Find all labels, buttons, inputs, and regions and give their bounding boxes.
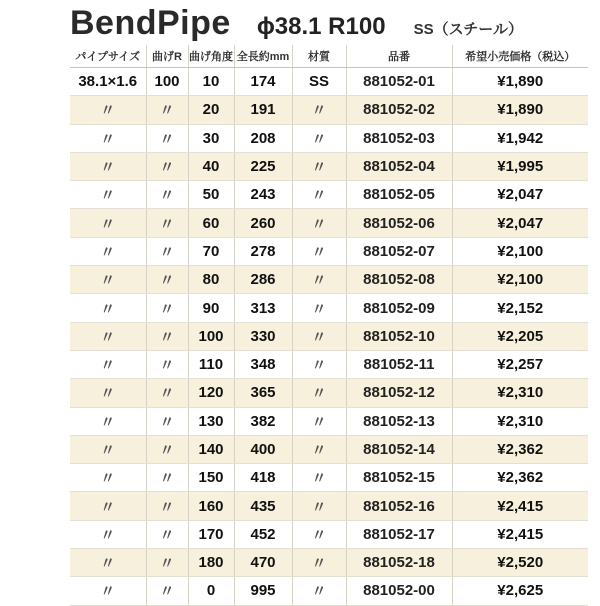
cell-total-length: 348 bbox=[234, 350, 292, 378]
cell-material: SS bbox=[292, 68, 346, 96]
cell-total-length: 452 bbox=[234, 520, 292, 548]
table-row bbox=[70, 181, 588, 209]
cell-price: ¥2,415 bbox=[452, 492, 588, 520]
cell-total-length: 260 bbox=[234, 209, 292, 237]
cell-bend-radius: 〃 bbox=[146, 435, 188, 463]
cell-part-number: 881052-16 bbox=[346, 492, 452, 520]
table-row bbox=[70, 237, 588, 265]
cell-price: ¥2,362 bbox=[452, 435, 588, 463]
cell-bend-angle: 10 bbox=[188, 68, 234, 96]
cell-price: ¥2,520 bbox=[452, 549, 588, 577]
cell-bend-angle: 60 bbox=[188, 209, 234, 237]
cell-pipe-size: 〃 bbox=[70, 237, 146, 265]
cell-bend-radius: 〃 bbox=[146, 237, 188, 265]
cell-price: ¥1,942 bbox=[452, 124, 588, 152]
cell-part-number: 881052-07 bbox=[346, 237, 452, 265]
cell-material: 〃 bbox=[292, 322, 346, 350]
cell-total-length: 208 bbox=[234, 124, 292, 152]
table-row bbox=[70, 379, 588, 407]
table-row bbox=[70, 322, 588, 350]
cell-price: ¥2,205 bbox=[452, 322, 588, 350]
cell-total-length: 313 bbox=[234, 294, 292, 322]
col-header-price: 希望小売価格（税込） bbox=[452, 45, 588, 68]
table-row bbox=[70, 464, 588, 492]
cell-part-number: 881052-06 bbox=[346, 209, 452, 237]
cell-pipe-size: 〃 bbox=[70, 181, 146, 209]
table-row bbox=[70, 520, 588, 548]
cell-material: 〃 bbox=[292, 492, 346, 520]
cell-bend-radius: 〃 bbox=[146, 407, 188, 435]
product-header bbox=[70, 4, 590, 44]
cell-pipe-size: 〃 bbox=[70, 577, 146, 605]
cell-price: ¥2,625 bbox=[452, 577, 588, 605]
table-row bbox=[70, 294, 588, 322]
cell-part-number: 881052-14 bbox=[346, 435, 452, 463]
cell-bend-radius: 〃 bbox=[146, 492, 188, 520]
table-row bbox=[70, 549, 588, 577]
cell-bend-angle: 140 bbox=[188, 435, 234, 463]
cell-price: ¥1,995 bbox=[452, 152, 588, 180]
pipe-spec: ϕ38.1 R100 bbox=[256, 13, 386, 40]
cell-bend-angle: 50 bbox=[188, 181, 234, 209]
cell-total-length: 418 bbox=[234, 464, 292, 492]
table-row bbox=[70, 124, 588, 152]
cell-bend-angle: 170 bbox=[188, 520, 234, 548]
cell-price: ¥2,047 bbox=[452, 181, 588, 209]
cell-bend-radius: 〃 bbox=[146, 181, 188, 209]
cell-material: 〃 bbox=[292, 124, 346, 152]
col-header-pipe-size: パイプサイズ bbox=[70, 45, 146, 68]
cell-bend-radius: 〃 bbox=[146, 549, 188, 577]
brand-title: BendPipe bbox=[70, 4, 231, 42]
col-header-bend-radius: 曲げR bbox=[146, 45, 188, 68]
cell-price: ¥2,310 bbox=[452, 407, 588, 435]
cell-price: ¥2,310 bbox=[452, 379, 588, 407]
cell-total-length: 400 bbox=[234, 435, 292, 463]
cell-total-length: 286 bbox=[234, 266, 292, 294]
cell-total-length: 278 bbox=[234, 237, 292, 265]
cell-material: 〃 bbox=[292, 96, 346, 124]
cell-material: 〃 bbox=[292, 152, 346, 180]
cell-pipe-size: 〃 bbox=[70, 464, 146, 492]
cell-bend-angle: 120 bbox=[188, 379, 234, 407]
cell-part-number: 881052-13 bbox=[346, 407, 452, 435]
cell-part-number: 881052-09 bbox=[346, 294, 452, 322]
cell-part-number: 881052-08 bbox=[346, 266, 452, 294]
cell-price: ¥2,100 bbox=[452, 266, 588, 294]
cell-total-length: 995 bbox=[234, 577, 292, 605]
cell-bend-angle: 90 bbox=[188, 294, 234, 322]
cell-total-length: 330 bbox=[234, 322, 292, 350]
cell-bend-radius: 〃 bbox=[146, 96, 188, 124]
cell-price: ¥2,257 bbox=[452, 350, 588, 378]
cell-part-number: 881052-00 bbox=[346, 577, 452, 605]
cell-part-number: 881052-03 bbox=[346, 124, 452, 152]
cell-bend-radius: 〃 bbox=[146, 209, 188, 237]
cell-pipe-size: 〃 bbox=[70, 152, 146, 180]
cell-bend-angle: 70 bbox=[188, 237, 234, 265]
table-row bbox=[70, 152, 588, 180]
table-row bbox=[70, 350, 588, 378]
table-row bbox=[70, 492, 588, 520]
cell-price: ¥2,047 bbox=[452, 209, 588, 237]
cell-part-number: 881052-11 bbox=[346, 350, 452, 378]
cell-material: 〃 bbox=[292, 294, 346, 322]
cell-part-number: 881052-05 bbox=[346, 181, 452, 209]
cell-total-length: 243 bbox=[234, 181, 292, 209]
cell-material: 〃 bbox=[292, 577, 346, 605]
table-row bbox=[70, 577, 588, 605]
cell-total-length: 382 bbox=[234, 407, 292, 435]
cell-total-length: 470 bbox=[234, 549, 292, 577]
cell-bend-angle: 0 bbox=[188, 577, 234, 605]
cell-bend-radius: 〃 bbox=[146, 322, 188, 350]
cell-bend-radius: 〃 bbox=[146, 350, 188, 378]
cell-bend-radius: 〃 bbox=[146, 266, 188, 294]
cell-price: ¥1,890 bbox=[452, 96, 588, 124]
cell-pipe-size: 〃 bbox=[70, 124, 146, 152]
cell-total-length: 365 bbox=[234, 379, 292, 407]
cell-material: 〃 bbox=[292, 464, 346, 492]
cell-price: ¥1,890 bbox=[452, 68, 588, 96]
cell-bend-angle: 150 bbox=[188, 464, 234, 492]
table-row bbox=[70, 266, 588, 294]
cell-bend-radius: 〃 bbox=[146, 294, 188, 322]
cell-material: 〃 bbox=[292, 350, 346, 378]
cell-bend-radius: 〃 bbox=[146, 124, 188, 152]
table-row bbox=[70, 68, 588, 96]
cell-bend-radius: 〃 bbox=[146, 464, 188, 492]
table-row bbox=[70, 209, 588, 237]
col-header-bend-angle: 曲げ角度 bbox=[188, 45, 234, 68]
cell-bend-radius: 〃 bbox=[146, 577, 188, 605]
table-row bbox=[70, 407, 588, 435]
cell-bend-angle: 30 bbox=[188, 124, 234, 152]
cell-price: ¥2,152 bbox=[452, 294, 588, 322]
table-row bbox=[70, 96, 588, 124]
cell-bend-radius: 〃 bbox=[146, 379, 188, 407]
cell-pipe-size: 〃 bbox=[70, 549, 146, 577]
cell-price: ¥2,362 bbox=[452, 464, 588, 492]
cell-part-number: 881052-04 bbox=[346, 152, 452, 180]
cell-total-length: 174 bbox=[234, 68, 292, 96]
cell-bend-angle: 180 bbox=[188, 549, 234, 577]
cell-pipe-size: 〃 bbox=[70, 322, 146, 350]
cell-pipe-size: 〃 bbox=[70, 435, 146, 463]
table-header-row bbox=[70, 45, 588, 68]
col-header-material: 材質 bbox=[292, 45, 346, 68]
cell-part-number: 881052-12 bbox=[346, 379, 452, 407]
cell-pipe-size: 〃 bbox=[70, 96, 146, 124]
cell-bend-radius: 100 bbox=[146, 68, 188, 96]
cell-pipe-size: 〃 bbox=[70, 492, 146, 520]
cell-bend-angle: 130 bbox=[188, 407, 234, 435]
cell-bend-angle: 110 bbox=[188, 350, 234, 378]
cell-material: 〃 bbox=[292, 209, 346, 237]
cell-bend-angle: 20 bbox=[188, 96, 234, 124]
cell-part-number: 881052-01 bbox=[346, 68, 452, 96]
cell-bend-angle: 100 bbox=[188, 322, 234, 350]
cell-material: 〃 bbox=[292, 237, 346, 265]
cell-price: ¥2,100 bbox=[452, 237, 588, 265]
cell-pipe-size: 〃 bbox=[70, 520, 146, 548]
cell-bend-angle: 160 bbox=[188, 492, 234, 520]
material-label: SS（スチール） bbox=[413, 21, 523, 38]
cell-material: 〃 bbox=[292, 407, 346, 435]
cell-total-length: 435 bbox=[234, 492, 292, 520]
cell-pipe-size: 〃 bbox=[70, 379, 146, 407]
cell-material: 〃 bbox=[292, 435, 346, 463]
cell-part-number: 881052-15 bbox=[346, 464, 452, 492]
cell-material: 〃 bbox=[292, 266, 346, 294]
cell-pipe-size: 〃 bbox=[70, 407, 146, 435]
cell-bend-radius: 〃 bbox=[146, 152, 188, 180]
cell-material: 〃 bbox=[292, 379, 346, 407]
cell-material: 〃 bbox=[292, 520, 346, 548]
cell-total-length: 191 bbox=[234, 96, 292, 124]
cell-pipe-size: 〃 bbox=[70, 266, 146, 294]
cell-pipe-size: 〃 bbox=[70, 294, 146, 322]
cell-bend-radius: 〃 bbox=[146, 520, 188, 548]
price-table bbox=[70, 45, 588, 606]
cell-pipe-size: 〃 bbox=[70, 350, 146, 378]
cell-part-number: 881052-18 bbox=[346, 549, 452, 577]
cell-bend-angle: 80 bbox=[188, 266, 234, 294]
table-row bbox=[70, 435, 588, 463]
cell-material: 〃 bbox=[292, 549, 346, 577]
cell-price: ¥2,415 bbox=[452, 520, 588, 548]
cell-total-length: 225 bbox=[234, 152, 292, 180]
cell-part-number: 881052-10 bbox=[346, 322, 452, 350]
cell-bend-angle: 40 bbox=[188, 152, 234, 180]
cell-pipe-size: 38.1×1.6 bbox=[70, 68, 146, 96]
col-header-total-length: 全長約mm bbox=[234, 45, 292, 68]
col-header-part-number: 品番 bbox=[346, 45, 452, 68]
cell-part-number: 881052-17 bbox=[346, 520, 452, 548]
cell-material: 〃 bbox=[292, 181, 346, 209]
cell-pipe-size: 〃 bbox=[70, 209, 146, 237]
cell-part-number: 881052-02 bbox=[346, 96, 452, 124]
